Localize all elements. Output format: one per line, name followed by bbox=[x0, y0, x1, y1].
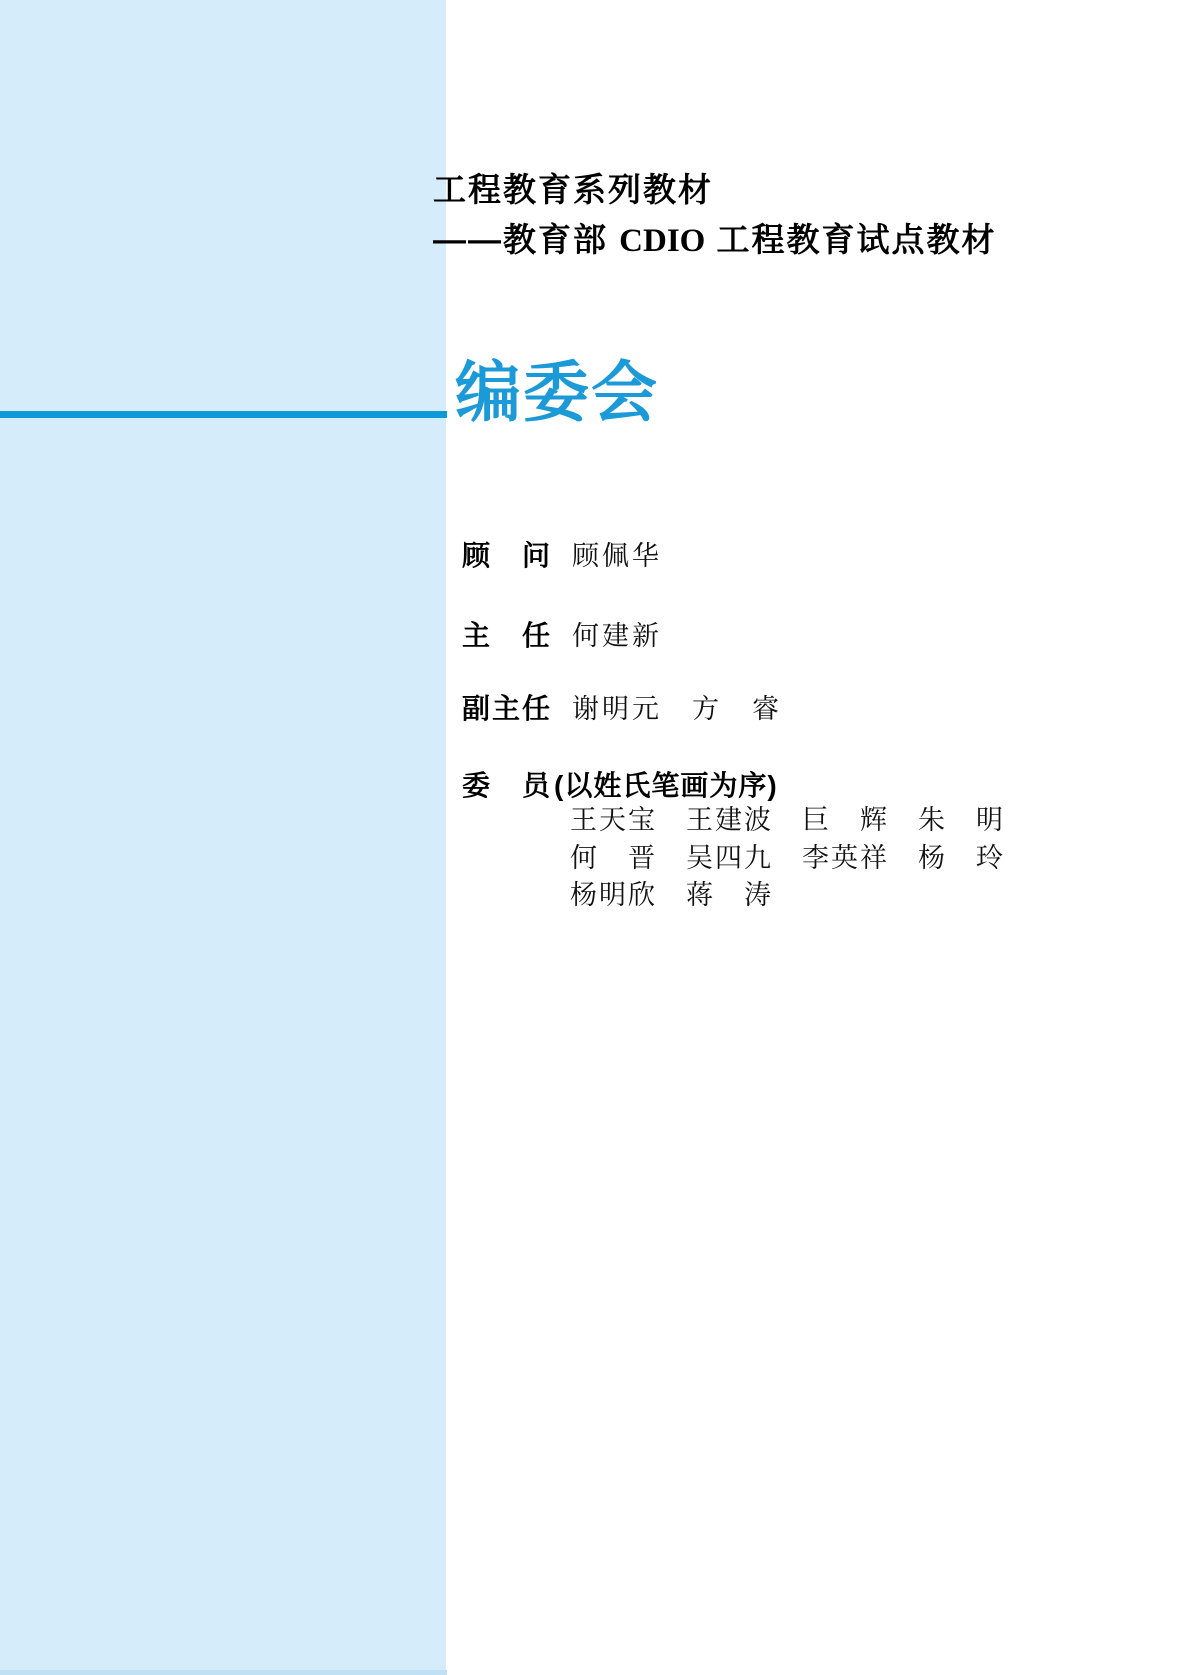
series-title: 工程教育系列教材 bbox=[433, 171, 713, 208]
deputy-director-names: 谢明元 方 睿 bbox=[572, 694, 783, 724]
roster-row-director bbox=[462, 614, 662, 654]
title-rule-line bbox=[0, 411, 447, 418]
member-name-line: 杨明欣 蒋 涛 bbox=[570, 880, 773, 910]
advisor-names: 顾佩华 bbox=[572, 541, 663, 571]
roster-row-deputy-director bbox=[462, 687, 782, 727]
left-color-band bbox=[0, 0, 446, 1675]
members-order-note: (以姓氏笔画为序) bbox=[554, 770, 778, 801]
member-name-line: 何 晋 吴四九 李英祥 杨 玲 bbox=[570, 842, 1005, 873]
role-label-director: 主 任 bbox=[462, 620, 553, 651]
role-label-deputy-director: 副主任 bbox=[462, 693, 553, 724]
band-bottom-strip bbox=[0, 1670, 447, 1675]
page-title: 编委会 bbox=[455, 355, 659, 429]
member-name-line: 王天宝 王建波 巨 辉 朱 明 bbox=[570, 805, 1005, 835]
series-subtitle-suffix: 工程教育试点教材 bbox=[705, 221, 997, 258]
series-subtitle-prefix: ——教育部 bbox=[433, 221, 620, 258]
roster-row-members bbox=[462, 764, 778, 804]
role-label-members: 委 员 bbox=[462, 770, 553, 801]
series-subtitle-latin: CDIO bbox=[619, 223, 706, 259]
role-label-advisor: 顾 问 bbox=[462, 540, 553, 571]
series-header bbox=[433, 165, 997, 266]
director-names: 何建新 bbox=[572, 621, 663, 651]
roster-row-advisor bbox=[462, 534, 662, 574]
member-name-list bbox=[570, 802, 1005, 915]
series-subtitle bbox=[433, 215, 997, 266]
